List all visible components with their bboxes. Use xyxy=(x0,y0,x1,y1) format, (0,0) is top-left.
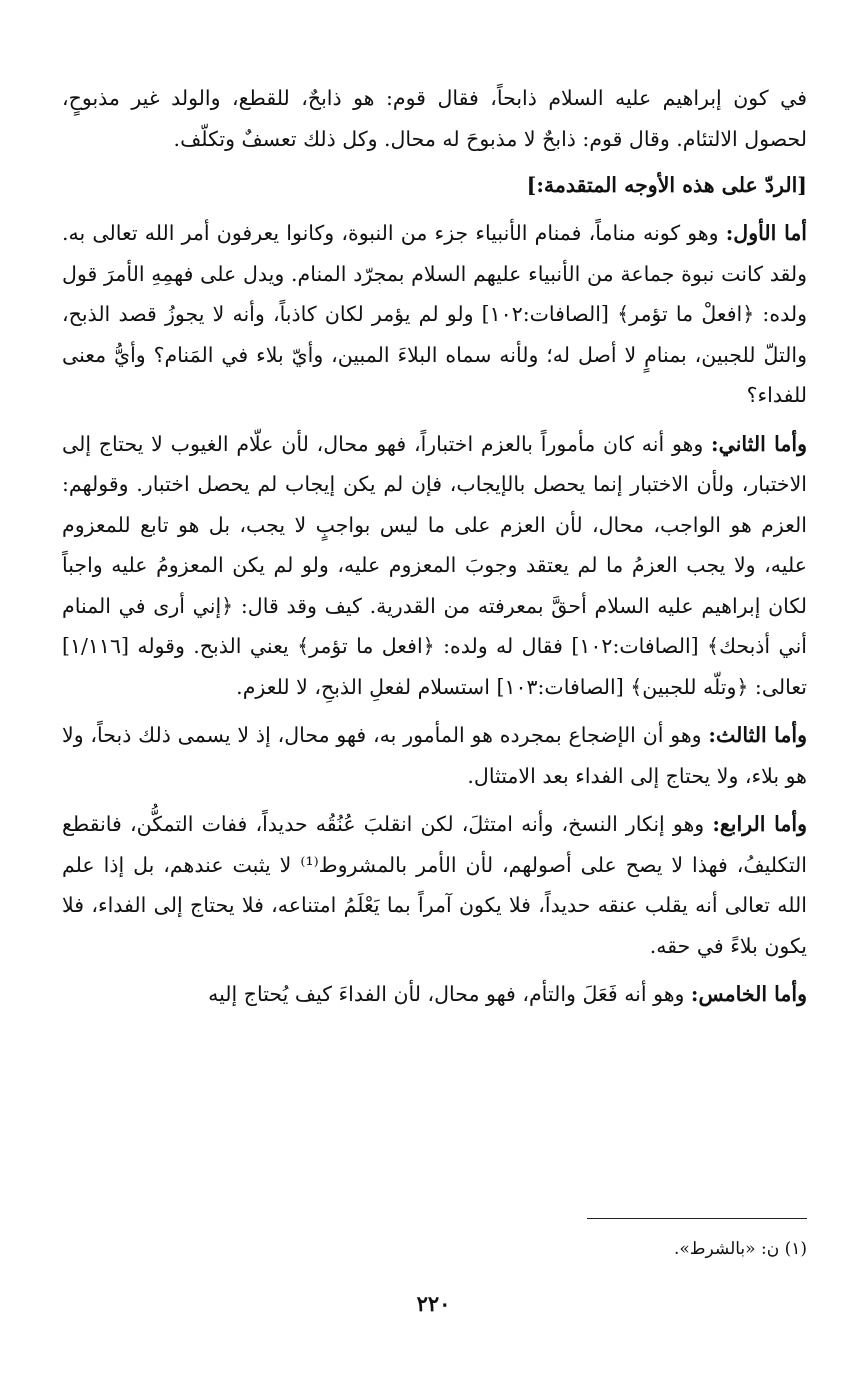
page-body xyxy=(62,78,807,1023)
paragraph-text: وهو أن الإضجاع بمجرده هو المأمور به، فهو محال، إذ لا يسمى ذلك ذبحاً، ولا هو بلاء، ولا يحتاج إلى الفداء بعد الامتثال. xyxy=(62,723,807,788)
paragraph-lead: أما الأول: xyxy=(725,221,807,245)
paragraph-fourth xyxy=(62,804,807,966)
paragraph-lead: وأما الثالث: xyxy=(708,723,807,747)
paragraph-text: وهو كونه مناماً، فمنام الأنبياء جزء من النبوة، وكانوا يعرفون أمر الله تعالى به. ولقد كانت نبوة جماعة من الأنبياء عليهم السلام بمجرّد المنام. ويدل على فهمِهِ الأمرَ قول ولده: ﴿افعلْ ما تؤمر﴾ [الصافات:١٠٢] ولو لم يؤمر لكان كاذباً، وأنه لا يجوزُ قصد الذبح، والتلّ للجبين، بمنامٍ لا أصل له؛ ولأنه سماه البلاءَ المبين، وأيّ بلاء في المَنام؟ وأيُّ معنى للفداء؟ xyxy=(62,221,807,407)
footnote-divider xyxy=(587,1218,807,1219)
paragraph-lead: وأما الثاني: xyxy=(711,431,807,456)
paragraph-first xyxy=(62,213,807,416)
paragraph-lead: وأما الخامس: xyxy=(690,982,807,1006)
paragraph-second xyxy=(62,424,807,708)
paragraph-text: في كون إبراهيم عليه السلام ذابحاً، فقال قوم: هو ذابحٌ، للقطع، والولد غير مذبوحٍ، لحصول الالتئام. وقال قوم: ذابحٌ لا مذبوحَ له محال. وكل ذلك تعسفٌ وتكلّف. xyxy=(62,86,807,151)
section-heading: [الردّ على هذه الأوجه المتقدمة:] xyxy=(526,173,807,197)
page-number: ٢٢٠ xyxy=(416,1291,451,1316)
paragraph-intro xyxy=(62,78,807,159)
paragraph-text: وهو أنه فَعَلَ والتأم، فهو محال، لأن الفداءَ كيف يُحتاج إليه xyxy=(208,982,691,1006)
paragraph-third xyxy=(62,715,807,796)
footnote: (١) ن: «بالشرط». xyxy=(674,1239,807,1259)
paragraph-text: وهو أنه كان مأموراً بالعزم اختباراً، فهو محال، لأن علّام الغيوب لا يحتاج إلى الاختبار، ولأن الاختبار إنما يحصل بالإيجاب، فإن لم يكن إيجاب لم يحصل اختبار. وقولهم: العزم هو الواجب، محال، لأن العزم على ما ليس بواجبٍ لا يجب، بل هو تابع للمعزوم عليه، ولا يجب العزمُ ما لم يعتقد وجوبَ المعزوم عليه، ولو لم يكن المعزومُ عليه واجباً لكان إبراهيم عليه السلام أحقَّ بمعرفته من القدرية. كيف وقد قال: ﴿إني أرى في المنام أني أذبحك﴾ [الصافات:١٠٢] فقال له ولده: ﴿افعل ما تؤمر﴾ يعني الذبح. وقوله [١/١١٦] تعالى: ﴿وتلّه للجبين﴾ [الصافات:١٠٣] استسلام لفعلِ الذبحِ، لا للعزم. xyxy=(62,431,807,699)
paragraph-fifth xyxy=(62,974,807,1015)
paragraph-lead: وأما الرابع: xyxy=(712,812,808,836)
paragraph-text: وهو إنكار النسخ، وأنه امتثلَ، لكن انقلبَ عُنُقُه حديداً، ففات التمكُّن، فانقطع التكليفُ، فهذا لا يصح على أصولهم، لأن الأمر بالمشروط⁽¹⁾ لا يثبت عندهم، بل إذا علم الله تعالى أنه يقلب عنقه حديداً، فلا يكون آمراً بما يَعْلَمُ امتناعه، فلا يحتاج إلى الفداء، فلا يكون بلاءً في حقه. xyxy=(62,812,807,958)
